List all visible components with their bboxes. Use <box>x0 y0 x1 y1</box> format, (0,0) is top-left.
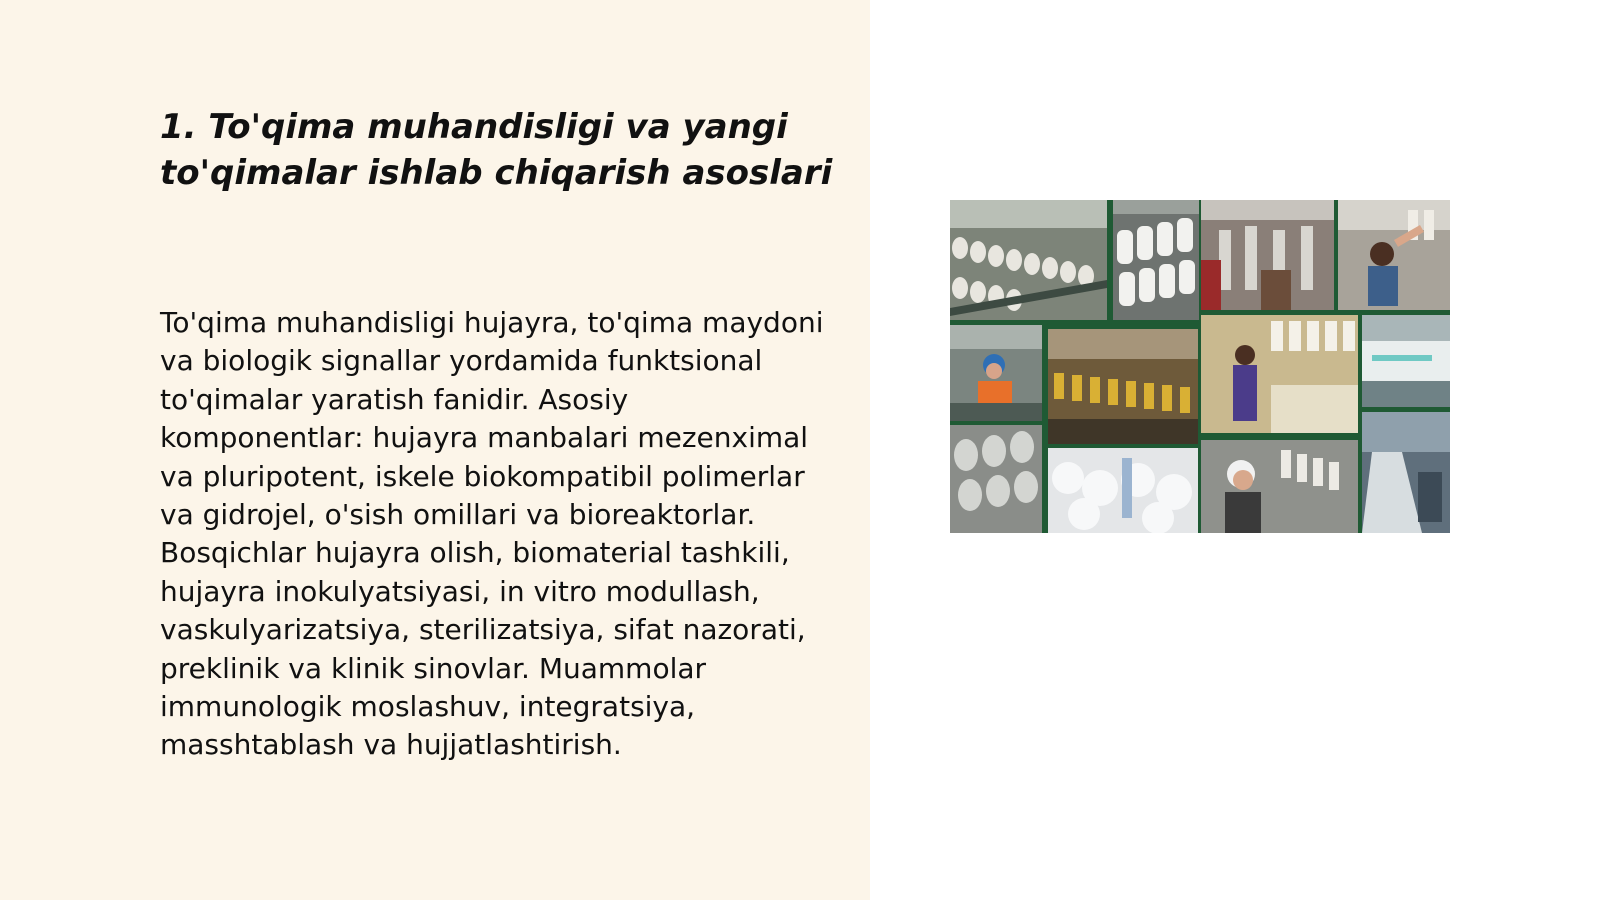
worker-orange-shirt-photo <box>950 325 1042 421</box>
yellow-spindles-photo <box>1048 329 1198 444</box>
spinning-machines-photo <box>950 200 1107 320</box>
worker-purple-dress-photo <box>1201 315 1358 433</box>
white-machine-photo <box>1362 315 1450 407</box>
white-bobbins-photo <box>1113 200 1199 320</box>
worker-headscarf-photo <box>1201 440 1358 533</box>
slide-body-text: To'qima muhandisligi hujayra, to'qima maydoni va biologik signallar yordamida funktsional to'qimalar yaratish fanidir. Asosiy komponentlar: hujayra manbalari mezenximal va pluripotent, iskele biokompatibil polimerlar va gidrojel, o'sish omillari va bioreaktorlar. Bosqichlar hujayra olish, biomaterial tashkili, hujayra inokulyatsiyasi, in vitro modullash, vaskulyarizatsiya, sterilizatsiya, sifat nazorati, preklinik va klinik sinovlar. Muammolar immunologik moslashuv, integratsiya, masshtablash va hujjatlashtirish. <box>160 306 824 762</box>
factory-floor-photo <box>1362 412 1450 533</box>
white-yarn-photo <box>1048 448 1198 533</box>
worker-at-machine-photo <box>1338 200 1450 310</box>
machine-parts-photo <box>1201 200 1334 310</box>
slide-title: 1. To'qima muhandisligi va yangi to'qimalar ishlab chiqarish asoslari <box>160 107 833 193</box>
grey-cones-photo <box>950 425 1042 533</box>
textile-factory-collage-image <box>950 200 1450 533</box>
